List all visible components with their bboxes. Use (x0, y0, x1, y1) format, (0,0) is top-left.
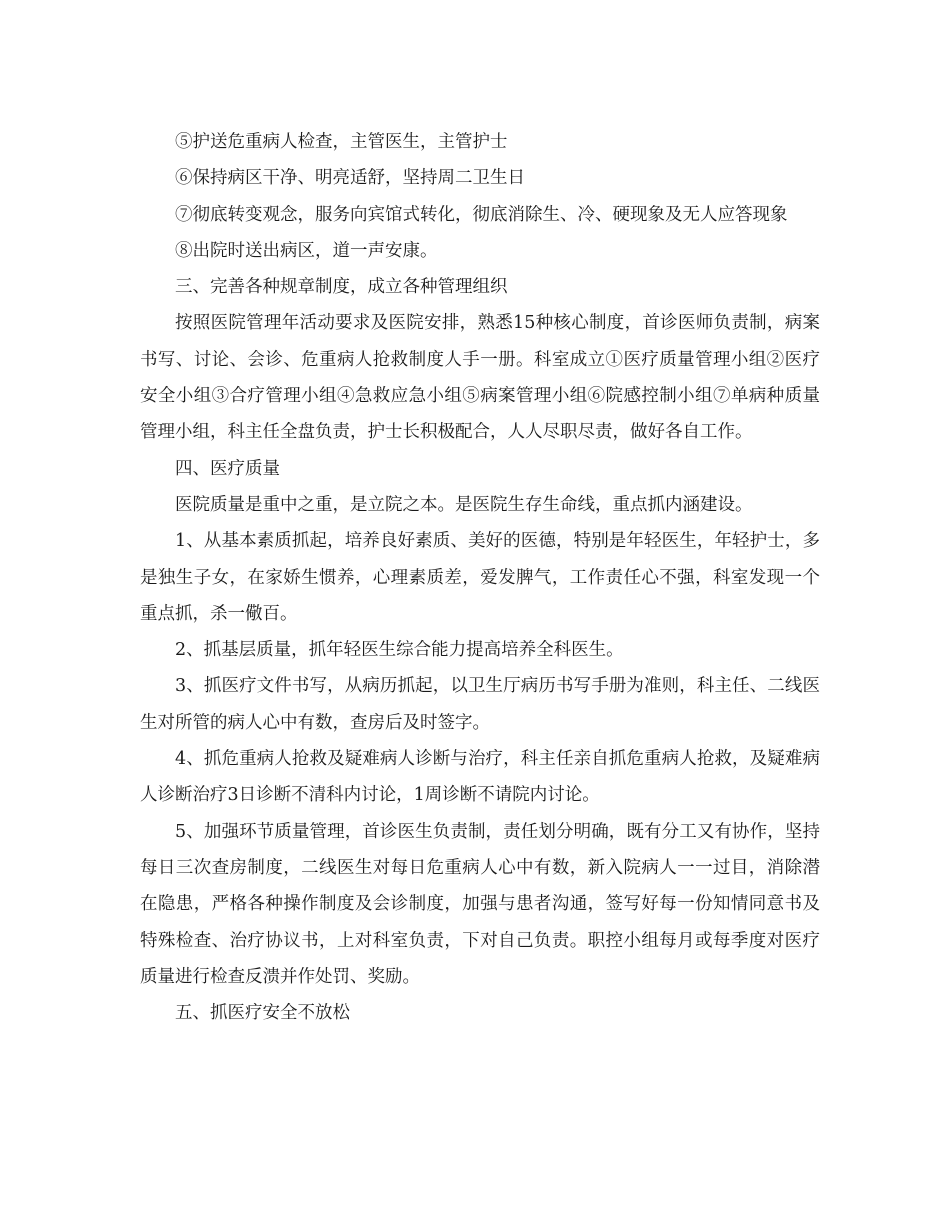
document-body (140, 124, 820, 1031)
numbered-paragraph-1: 1、从基本素质抓起，培养良好素质、美好的医德，特别是年轻医生，年轻护士，多是独生子女，在家娇生惯养，心理素质差，爱发脾气，工作责任心不强，科室发现一个重点抓，杀一儆百。 (140, 531, 820, 624)
numbered-paragraph-3: 3、抓医疗文件书写，从病历抓起，以卫生厅病历书写手册为准则，科主任、二线医生对所管的病人心中有数，查房后及时签字。 (140, 676, 820, 733)
body-paragraph: 医院质量是重中之重，是立院之本。是医院生存生命线，重点抓内涵建设。 (175, 494, 753, 515)
list-item-6: ⑥保持病区干净、明亮适舒，坚持周二卫生日 (175, 168, 525, 189)
numbered-paragraph-2: 2、抓基层质量，抓年轻医生综合能力提高培养全科医生。 (175, 640, 624, 661)
section-heading-3: 三、完善各种规章制度，成立各种管理组织 (175, 277, 508, 298)
list-item-8: ⑧出院时送出病区，道一声安康。 (175, 240, 438, 261)
numbered-paragraph-5: 5、加强环节质量管理，首诊医生负责制，责任划分明确，既有分工又有协作，坚持每日三次查房制度，二线医生对每日危重病人心中有数，新入院病人一一过目，消除潜在隐患，严格各种操作制度及会诊制度，加强与患者沟通，签写好每一份知情同意书及特殊检查、治疗协议书，上对科室负责，下对自己负责。职控小组每月或每季度对医疗质量进行检查反溃并作处罚、奖励。 (140, 821, 820, 987)
section-heading-4: 四、医疗质量 (175, 458, 280, 479)
numbered-paragraph-4: 4、抓危重病人抢救及疑难病人诊断与治疗，科主任亲自抓危重病人抢救，及疑难病人诊断治疗3日诊断不清科内讨论，1周诊断不请院内讨论。 (140, 749, 820, 806)
section-heading-5: 五、抓医疗安全不放松 (175, 1003, 350, 1024)
list-item-5: ⑤护送危重病人检查，主管医生，主管护士 (175, 132, 508, 152)
list-item-7: ⑦彻底转变观念，服务向宾馆式转化，彻底消除生、冷、硬现象及无人应答现象 (175, 204, 788, 225)
body-paragraph: 按照医院管理年活动要求及医院安排，熟悉15种核心制度，首诊医师负责制，病案书写、讨论、会诊、危重病人抢救制度人手一册。科室成立①医疗质量管理小组②医疗安全小组③合疗管理小组④急救应急小组⑤病案管理小组⑥院感控制小组⑦单病种质量管理小组，科主任全盘负责，护士长积极配合，人人尽职尽责，做好各自工作。 (140, 313, 820, 443)
